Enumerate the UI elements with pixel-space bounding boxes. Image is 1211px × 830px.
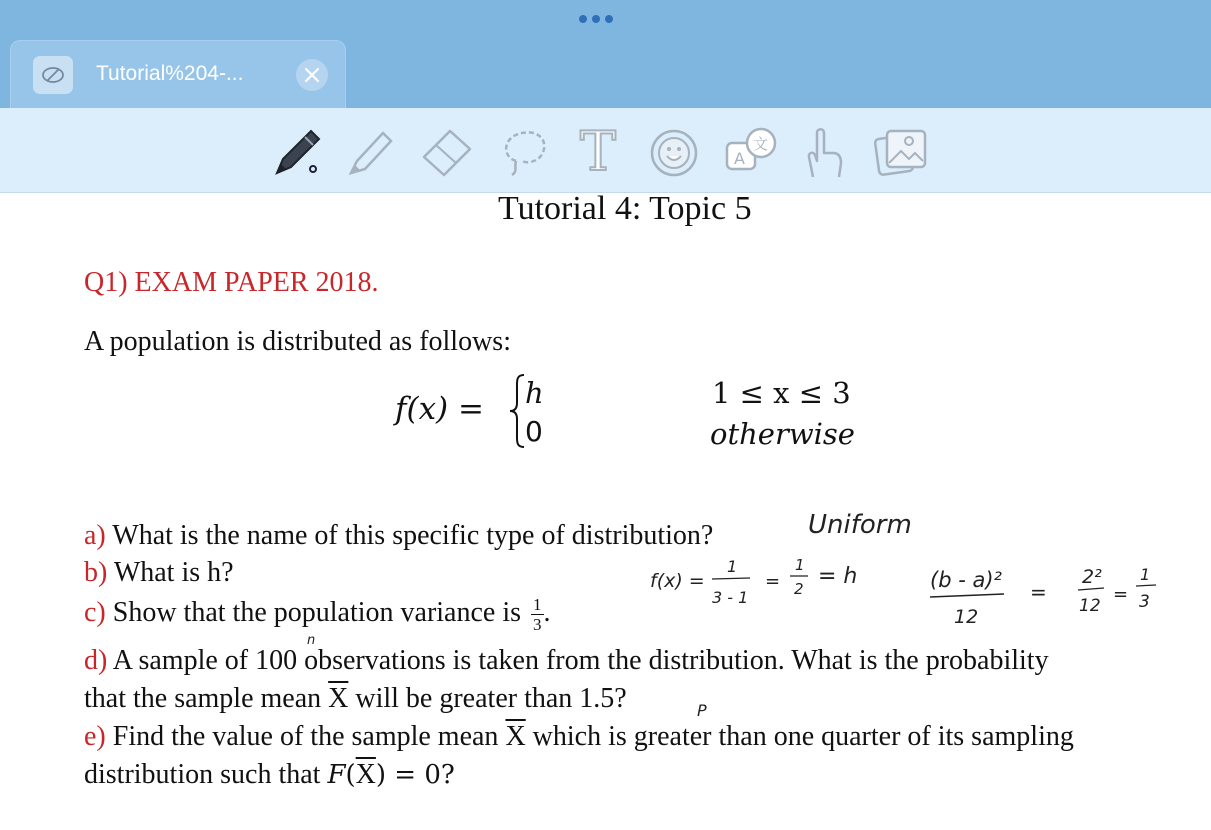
- part-b: b) What is h?: [84, 557, 234, 588]
- svg-text:A: A: [734, 149, 745, 168]
- sticker-tool[interactable]: [645, 122, 703, 182]
- document-tab[interactable]: [10, 40, 346, 108]
- case-2-value: 0: [525, 415, 543, 448]
- part-d-continued: that the sample mean $\overline{X}$ will be greater than 1.5?: [84, 683, 627, 714]
- question-heading: Q1) EXAM PAPER 2018.: [84, 267, 379, 298]
- pen-icon: [269, 123, 327, 181]
- eraser-icon: [416, 123, 476, 181]
- document-page: [0, 190, 1211, 830]
- part-c: c) Show that the population variance is $\frac{1}{3}$ .: [84, 595, 551, 634]
- lasso-tool[interactable]: [495, 122, 555, 182]
- handwritten-frac1-den: 3 - 1: [712, 588, 749, 607]
- hand-icon: [799, 123, 849, 181]
- page-title: Tutorial 4: Topic 5: [498, 190, 752, 227]
- eraser-tool[interactable]: [415, 122, 477, 182]
- more-dots-icon[interactable]: [579, 15, 619, 25]
- pen-tool[interactable]: [268, 122, 328, 182]
- handwritten-arrow2: =: [1030, 580, 1047, 604]
- title-bar: [0, 0, 1211, 108]
- image-icon: [871, 123, 931, 181]
- close-icon: [304, 67, 320, 83]
- translate-icon: [721, 123, 781, 181]
- annotation-toolbar: [0, 108, 1211, 193]
- text-tool[interactable]: [570, 122, 626, 182]
- part-a: a) What is the name of this specific type of distribution?: [84, 520, 714, 551]
- part-d: d) A sample of 100 observations is taken from the distribution. What is the probability: [84, 645, 1049, 676]
- intro-text: A population is distributed as follows:: [84, 326, 511, 357]
- highlighter-tool[interactable]: [340, 122, 400, 182]
- translate-tool[interactable]: [720, 122, 782, 182]
- app-icon: [33, 56, 73, 94]
- handwritten-frac3-num: 2²: [1082, 566, 1102, 588]
- hand-tool[interactable]: [798, 122, 850, 182]
- part-e: e) Find the value of the sample mean $\overline{X}$ which is greater than one quarter of its sampling: [84, 721, 1074, 752]
- handwritten-arrow1: =: [765, 571, 781, 592]
- handwritten-frac4-num: 1: [1140, 565, 1151, 584]
- part-e-continued: distribution such that $F(\overline{X}) = 0$?: [84, 759, 455, 790]
- highlighter-icon: [341, 123, 399, 181]
- text-icon: T: [579, 120, 617, 183]
- close-tab-button[interactable]: [296, 59, 328, 91]
- tab-title: Tutorial%204-...: [96, 62, 244, 85]
- variance-fraction: $\frac{1}{3}$: [533, 595, 542, 634]
- case-1-condition: 1 ≤ x ≤ 3: [712, 376, 851, 410]
- svg-text:文: 文: [753, 135, 769, 153]
- handwritten-frac1-num: 1: [727, 557, 738, 576]
- handwritten-frac3-den: 12: [1079, 596, 1101, 616]
- handwritten-eq-h: = h: [818, 564, 858, 589]
- formula-lhs: f(x) =: [395, 391, 484, 427]
- handwritten-arrow3: =: [1113, 584, 1129, 605]
- case-1-value: h: [525, 376, 544, 410]
- image-tool[interactable]: [870, 122, 932, 182]
- handwritten-var-num: (b - a)²: [930, 568, 1002, 592]
- handwritten-frac2-num: 1: [795, 556, 805, 574]
- sticker-icon: [645, 123, 703, 181]
- handwritten-frac4-den: 3: [1139, 592, 1150, 612]
- handwritten-fx: f(x) =: [650, 570, 705, 592]
- handwritten-uniform: Uniform: [808, 510, 912, 540]
- handwritten-n-mark: n: [307, 633, 316, 648]
- lasso-icon: [496, 123, 554, 181]
- case-2-condition: otherwise: [710, 417, 855, 451]
- handwritten-p-mark: P: [697, 701, 707, 720]
- handwritten-frac2-den: 2: [794, 580, 804, 598]
- handwritten-var-den: 12: [954, 606, 979, 628]
